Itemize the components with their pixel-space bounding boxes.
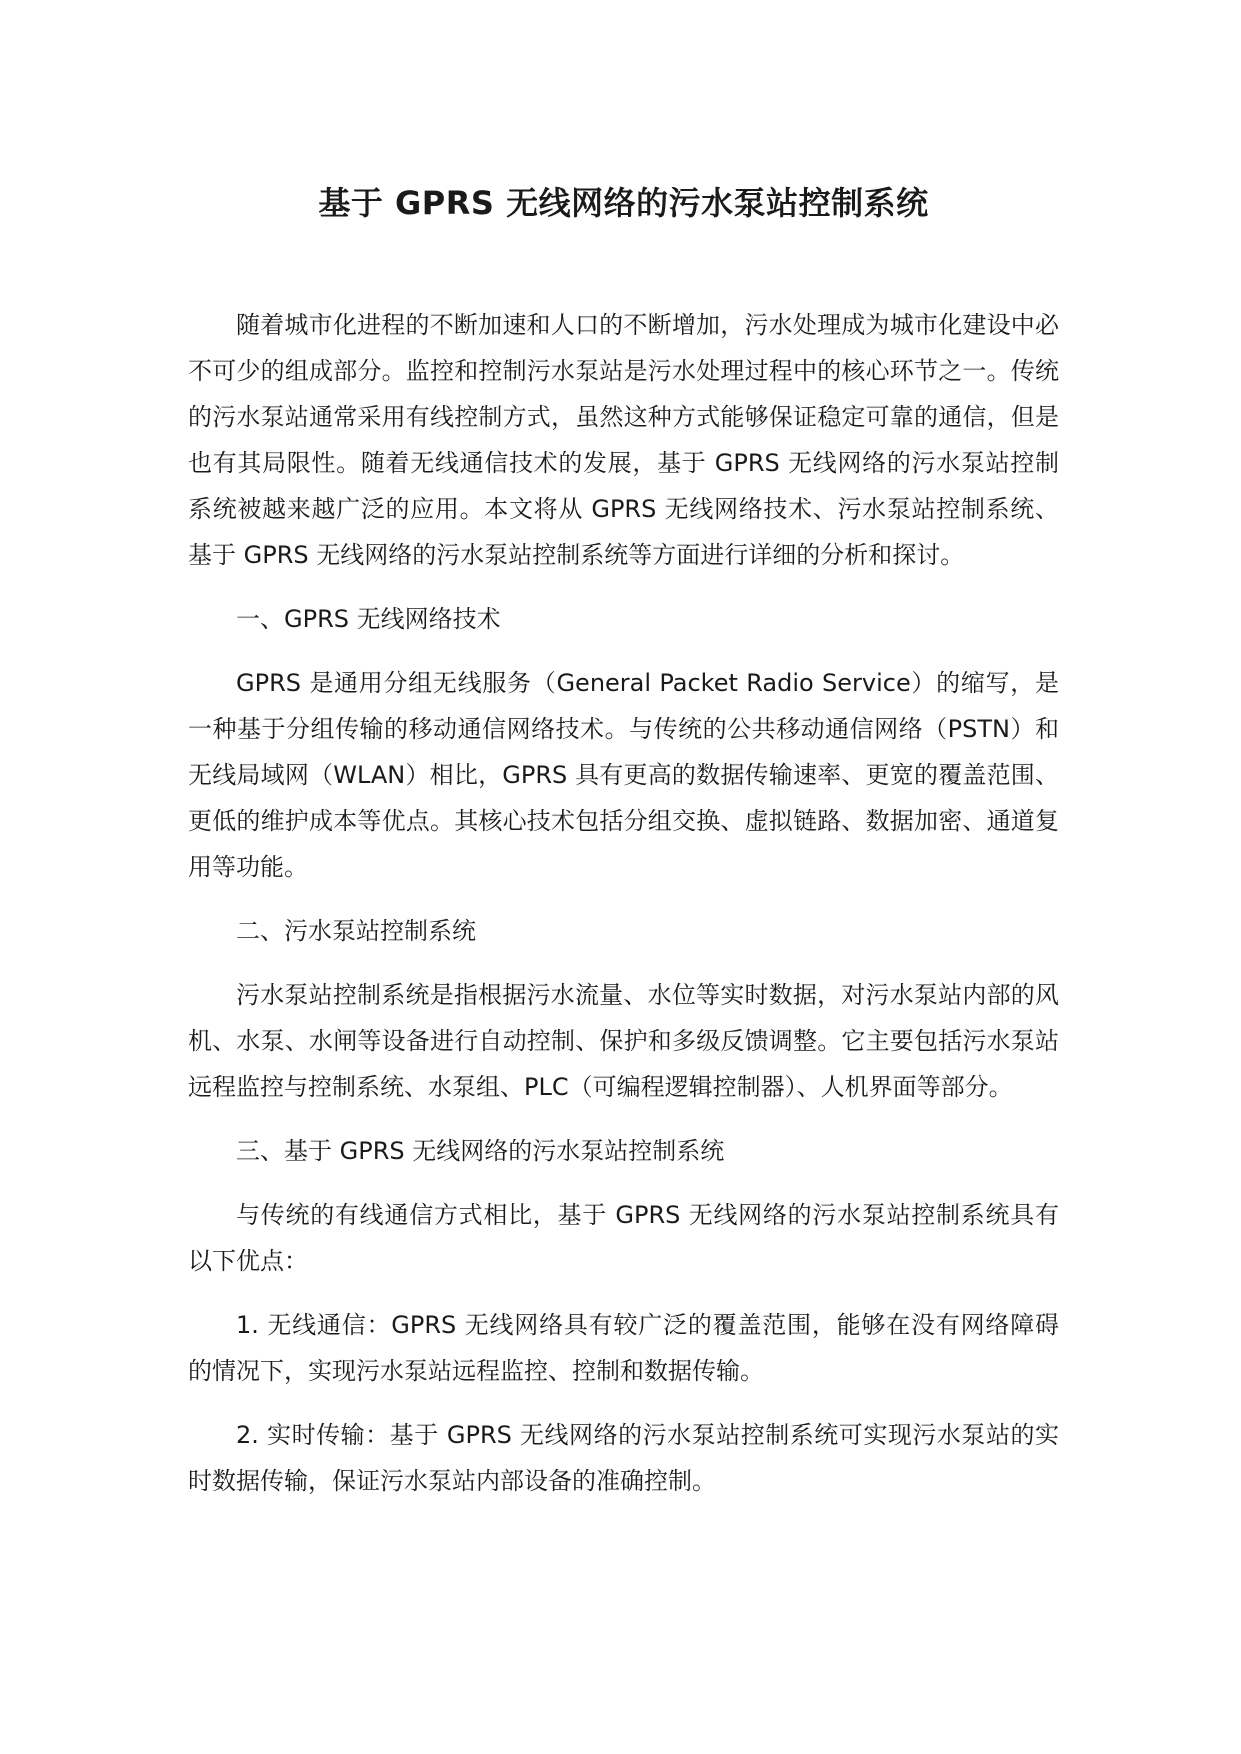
section-3-heading: 三、基于 GPRS 无线网络的污水泵站控制系统	[236, 1137, 725, 1165]
document-title: 基于 GPRS 无线网络的污水泵站控制系统	[318, 184, 929, 222]
section-1-paragraph: GPRS 是通用分组无线服务（General Packet Radio Service）的缩写，是一种基于分组传输的移动通信网络技术。与传统的公共移动通信网络（PSTN）和无线局域网（WLAN）相比，GPRS 具有更高的数据传输速率、更宽的覆盖范围、更低的维护成本等优点。其核心技术包括分组交换、虚拟链路、数据加密、通道复用等功能。	[188, 669, 1059, 881]
list-item-2: 2. 实时传输：基于 GPRS 无线网络的污水泵站控制系统可实现污水泵站的实时数据传输，保证污水泵站内部设备的准确控制。	[188, 1421, 1059, 1495]
section-2-paragraph: 污水泵站控制系统是指根据污水流量、水位等实时数据，对污水泵站内部的风机、水泵、水闸等设备进行自动控制、保护和多级反馈调整。它主要包括污水泵站远程监控与控制系统、水泵组、PLC（可编程逻辑控制器）、人机界面等部分。	[188, 981, 1059, 1101]
section-1-heading: 一、GPRS 无线网络技术	[236, 605, 501, 633]
intro-paragraph: 随着城市化进程的不断加速和人口的不断增加，污水处理成为城市化建设中必不可少的组成部分。监控和控制污水泵站是污水处理过程中的核心环节之一。传统的污水泵站通常采用有线控制方式，虽然这种方式能够保证稳定可靠的通信，但是也有其局限性。随着无线通信技术的发展，基于 GPRS 无线网络的污水泵站控制系统被越来越广泛的应用。本文将从 GPRS 无线网络技术、污水泵站控制系统、基于 GPRS 无线网络的污水泵站控制系统等方面进行详细的分析和探讨。	[188, 311, 1059, 569]
section-2-heading: 二、污水泵站控制系统	[236, 917, 476, 945]
list-item-1: 1. 无线通信：GPRS 无线网络具有较广泛的覆盖范围，能够在没有网络障碍的情况下，实现污水泵站远程监控、控制和数据传输。	[188, 1311, 1059, 1385]
section-3-paragraph: 与传统的有线通信方式相比，基于 GPRS 无线网络的污水泵站控制系统具有以下优点：	[188, 1201, 1059, 1275]
